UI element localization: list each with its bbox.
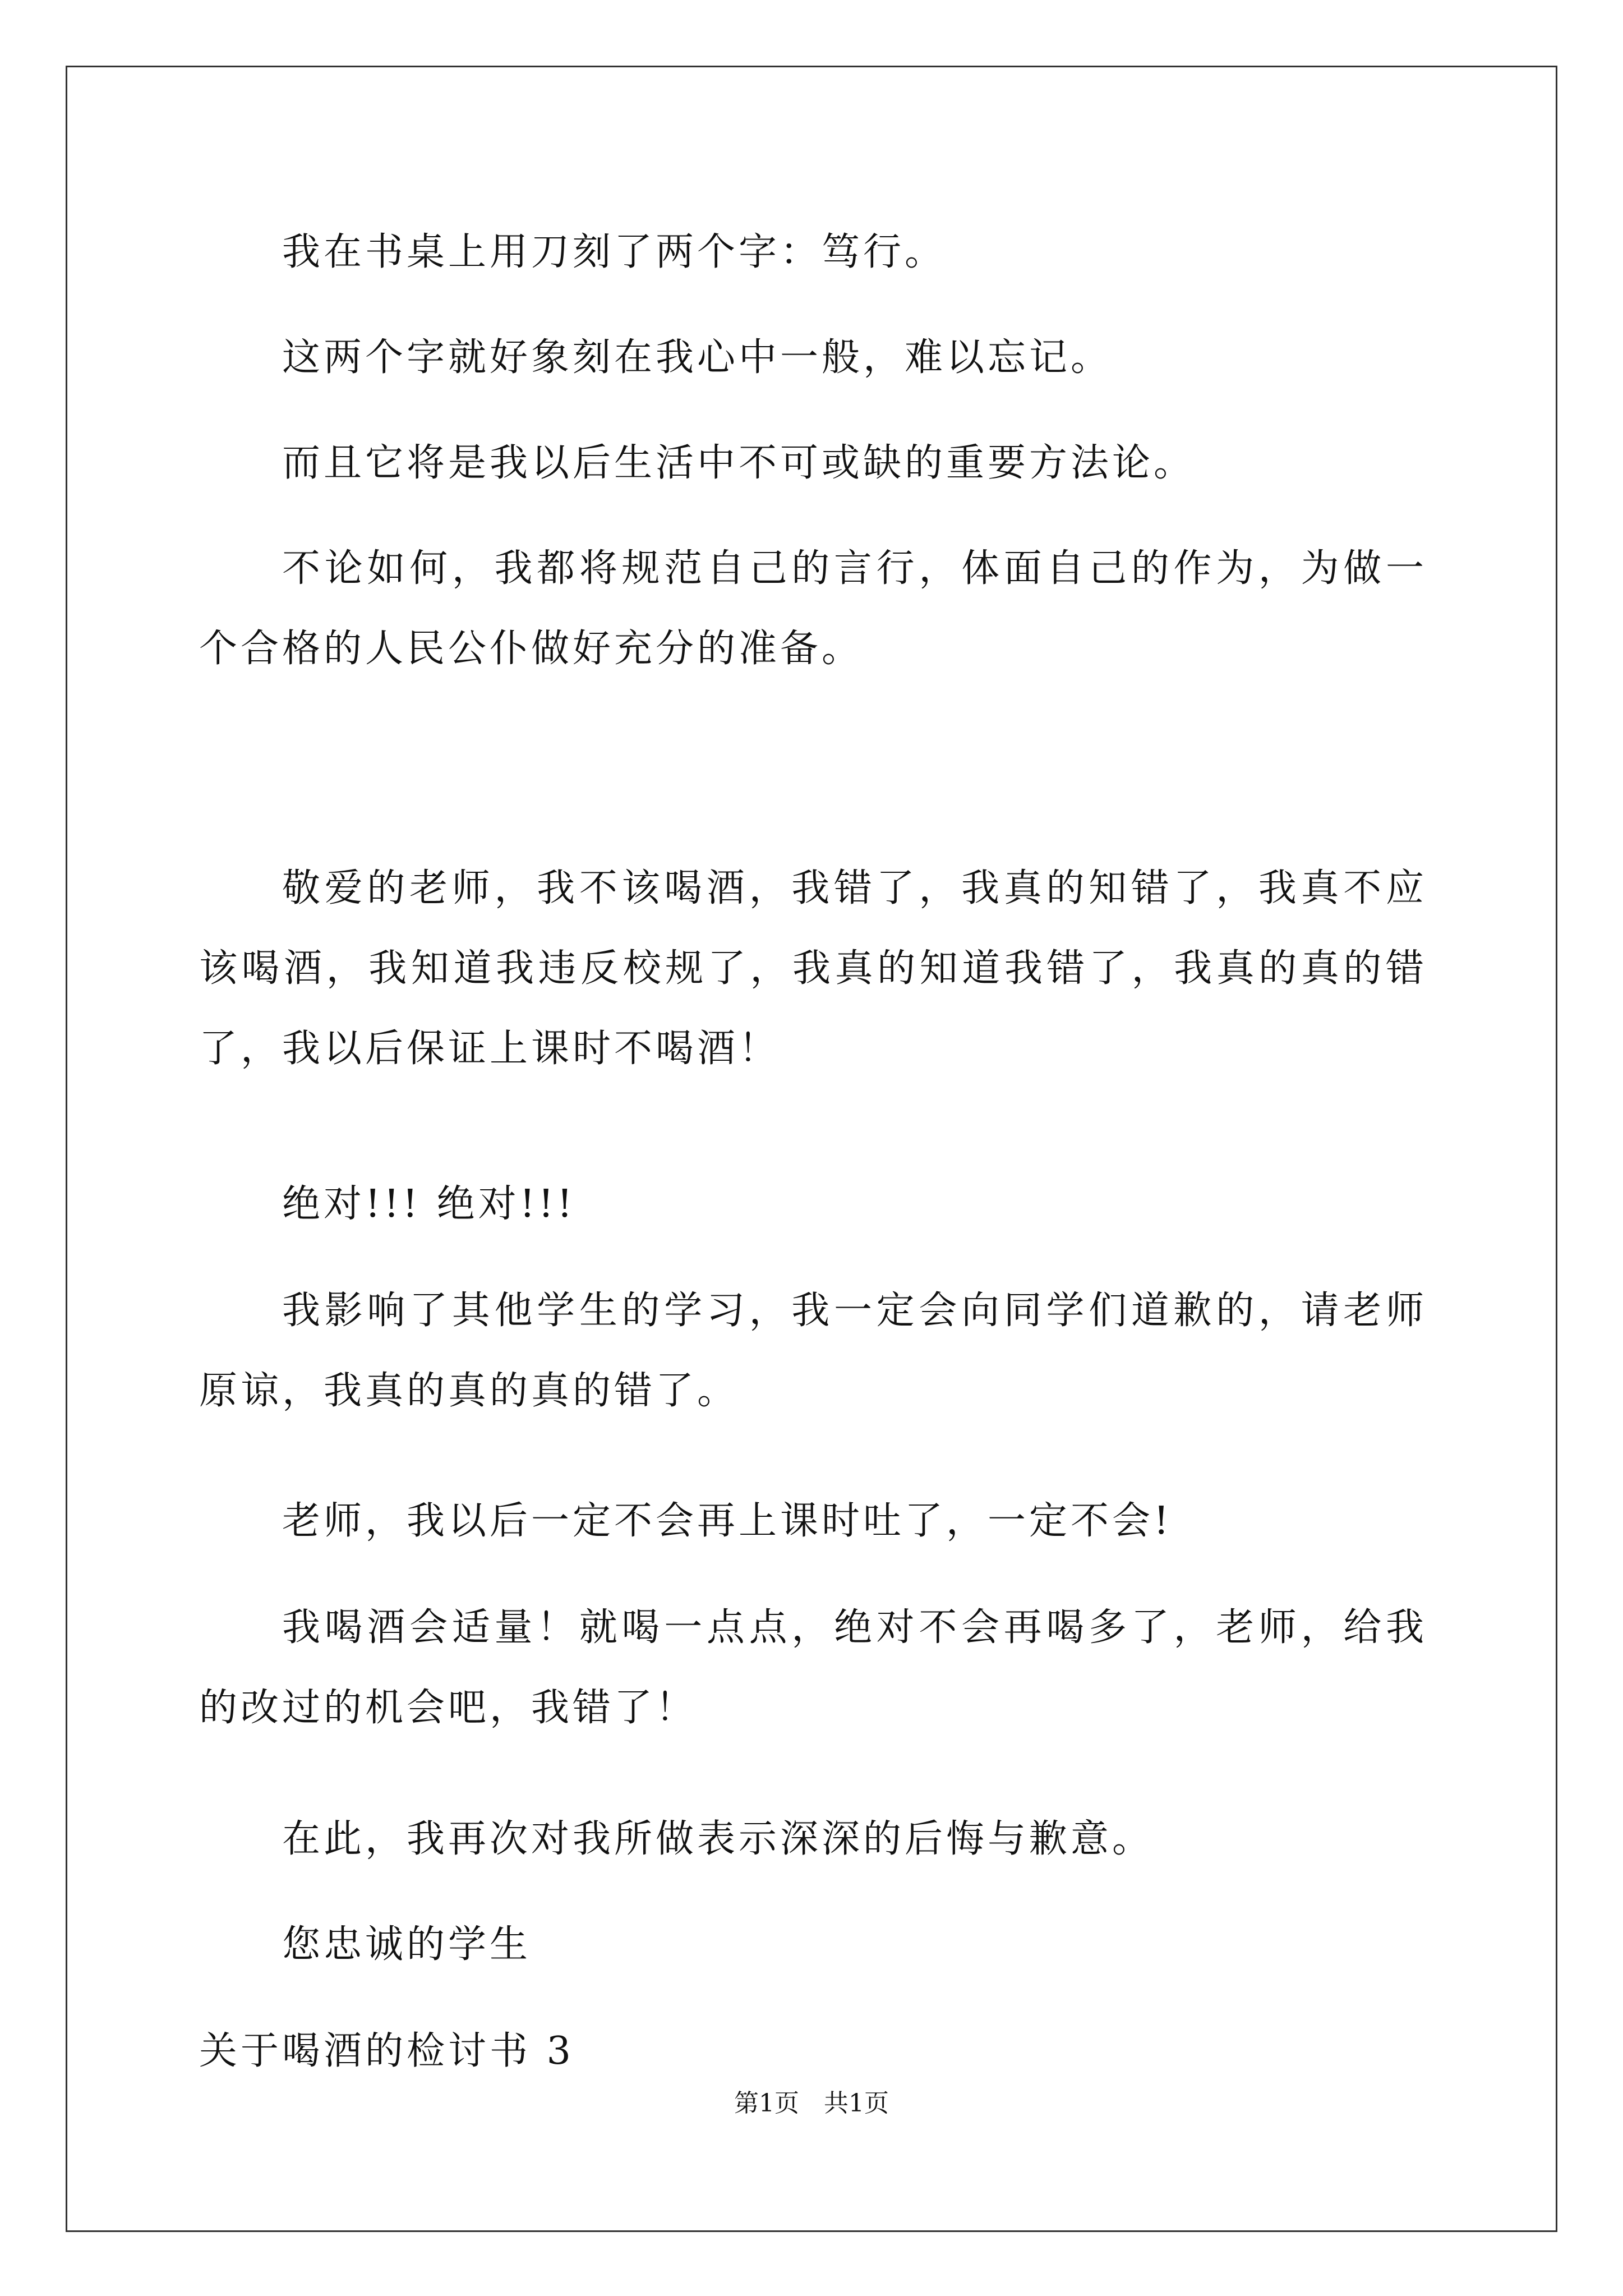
paragraph-8: 老师，我以后一定不会再上课时吐了，一定不会!: [282, 1499, 1173, 1543]
paragraph-5: 敬爱的老师，我不该喝酒，我错了，我真的知错了，我真不应该喝酒，我知道我违反校规了，我真的知道我错了，我真的真的错了，我以后保证上课时不喝酒！: [199, 866, 1427, 1071]
page-number-footer: 第1页 共1页: [734, 2089, 889, 2118]
paragraph-9: 我喝酒会适量！就喝一点点，绝对不会再喝多了，老师，给我的改过的机会吧，我错了！: [199, 1605, 1427, 1730]
paragraph-4: 不论如何，我都将规范自己的言行，体面自己的作为，为做一个合格的人民公仆做好充分的准备。: [199, 546, 1427, 671]
section-heading: 关于喝酒的检讨书 3: [199, 2029, 574, 2073]
signature-line: 您忠诚的学生: [282, 1922, 532, 1967]
paragraph-7: 我影响了其他学生的学习，我一定会向同学们道歉的，请老师原谅，我真的真的真的错了。: [199, 1289, 1427, 1413]
paragraph-3: 而且它将是我以后生活中不可或缺的重要方法论。: [282, 441, 1196, 485]
paragraph-1: 我在书桌上用刀刻了两个字：笃行。: [282, 230, 947, 274]
paragraph-2: 这两个字就好象刻在我心中一般，难以忘记。: [282, 335, 1113, 380]
paragraph-10: 在此，我再次对我所做表示深深的后悔与歉意。: [282, 1817, 1154, 1861]
paragraph-6: 绝对!!! 绝对!!!: [282, 1182, 576, 1226]
